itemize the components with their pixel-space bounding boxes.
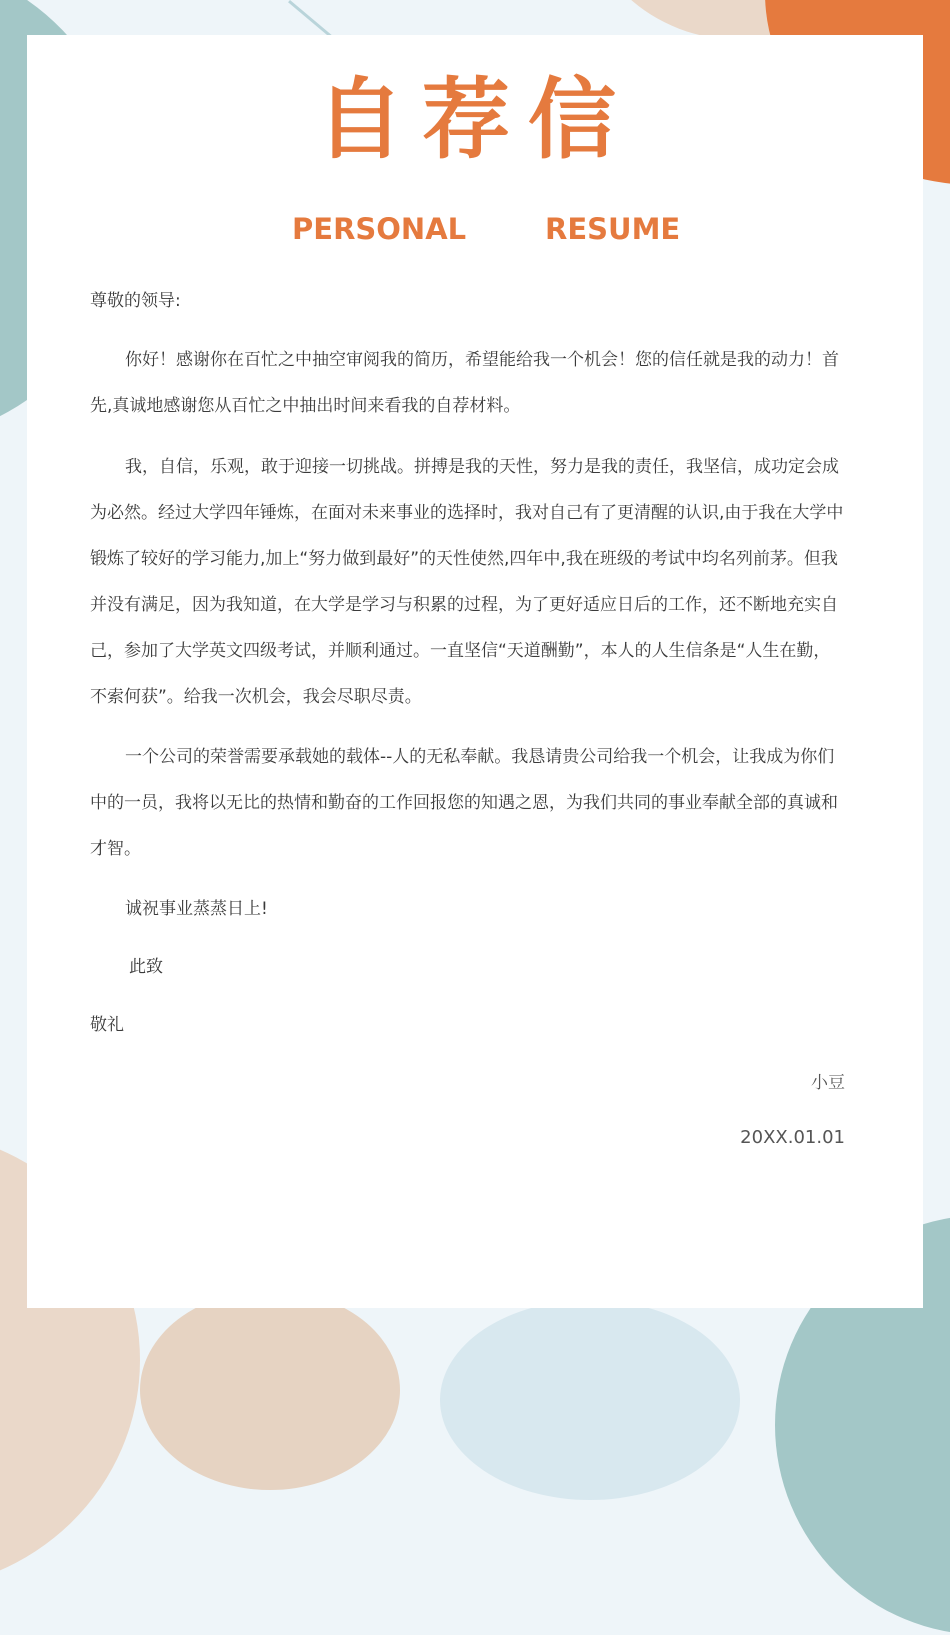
paragraph-2: 我，自信，乐观，敢于迎接一切挑战。拼搏是我的天性，努力是我的责任，我坚信，成功定会成为必然。经过大学四年锤炼，在面对未来事业的选择时，我对自己有了更清醒的认识,由于我在大学中锻炼了较好的学习能力,加上“努力做到最好”的天性使然,四年中,我在班级的考试中均名列前茅。但我并没有满足，因为我知道，在大学是学习与积累的过程，为了更好适应日后的工作，还不断地充实自己，参加了大学英文四级考试，并顺利通过。一直坚信“天道酬勤”，本人的人生信条是“人生在勤，不索何获”。给我一次机会，我会尽职尽责。 [90,457,844,707]
paragraph-1: 你好！感谢你在百忙之中抽空审阅我的简历，希望能给我一个机会！您的信任就是我的动力！首先,真诚地感谢您从百忙之中抽出时间来看我的自荐材料。 [90,350,839,416]
subtitle-resume: RESUME [545,212,681,246]
closing-cizhi: 此致 [129,957,163,977]
decor-beige-circle-bottom-2 [140,1290,400,1490]
letter-page [27,35,923,1308]
wish-line: 诚祝事业蒸蒸日上! [125,899,268,919]
salutation: 尊敬的领导: [90,291,181,311]
subtitle-personal: PERSONAL [292,212,467,246]
paragraph-3: 一个公司的荣誉需要承载她的载体--人的无私奉献。我恳请贵公司给我一个机会，让我成为你们中的一员，我将以无比的热情和勤奋的工作回报您的知遇之恩，为我们共同的事业奉献全部的真诚和才智。 [90,747,838,859]
page-title: 自荐信 [315,68,634,171]
date: 20XX.01.01 [740,1127,845,1148]
decor-blue-circle [440,1300,740,1500]
signature: 小豆 [811,1073,845,1093]
closing-jingli: 敬礼 [90,1015,124,1035]
